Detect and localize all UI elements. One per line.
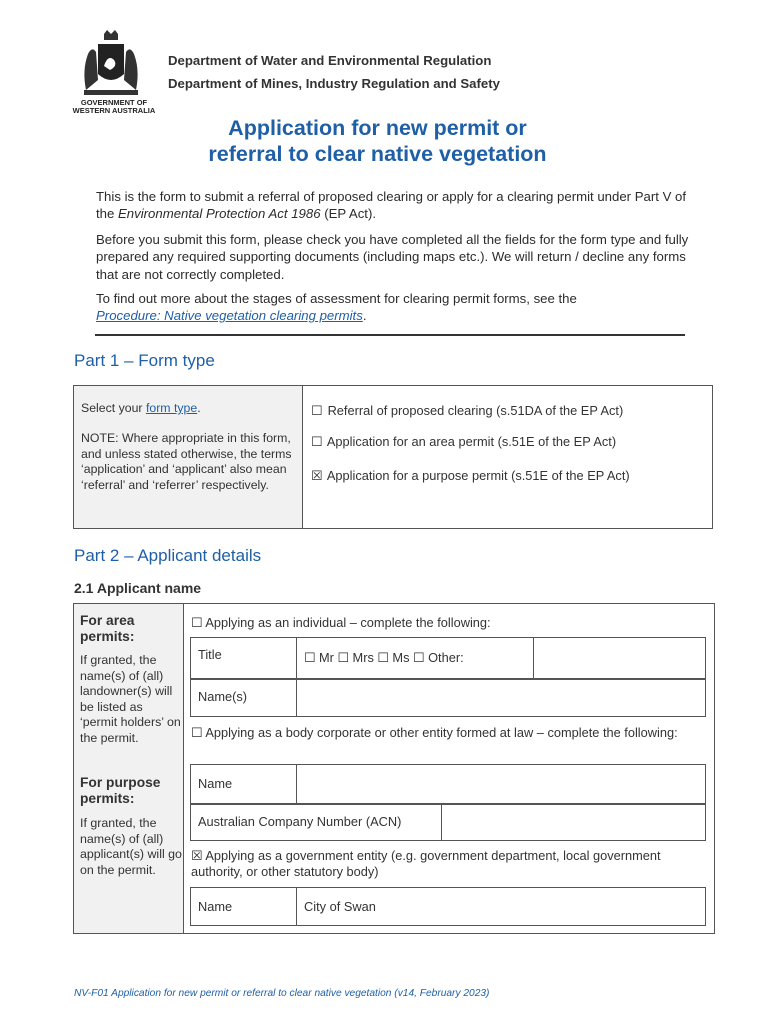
checkbox[interactable]: ☐: [311, 434, 323, 449]
acn-label: Australian Company Number (ACN): [198, 814, 402, 829]
checkbox[interactable]: ☐: [311, 403, 323, 418]
names-label: Name(s): [198, 689, 248, 704]
wa-government-crest-icon: [80, 30, 142, 100]
body-corporate-fields: [190, 764, 706, 841]
acn-input[interactable]: [441, 804, 704, 841]
government-entity-option[interactable]: ☒ Applying as a government entity (e.g. government department, local government authority, or other statutory body): [191, 848, 661, 879]
title-label: Title: [198, 647, 222, 662]
intro-paragraph-2: Before you submit this form, please check you have completed all the fields for the form type and fully prepared any required supporting documents (including maps etc.). We will return / decline any forms that are not correctly completed.: [96, 232, 689, 282]
name-input[interactable]: [296, 765, 704, 803]
form-type-note: NOTE: Where appropriate in this form, and unless stated otherwise, the terms ‘application’ and ‘applicant’ also mean ‘referral’ and ‘referrer’ respectively.: [81, 431, 292, 492]
part1-heading: Part 1 – Form type: [74, 351, 215, 370]
form-type-link[interactable]: form type: [145, 401, 198, 415]
title-other-input[interactable]: [533, 638, 704, 678]
form-type-instructions: [74, 386, 303, 528]
names-input[interactable]: [296, 679, 704, 717]
individual-option[interactable]: ☐ Applying as an individual – complete the following:: [191, 615, 491, 630]
applicant-name-subheading: 2.1 Applicant name: [74, 580, 202, 596]
gov-name-input[interactable]: City of Swan: [296, 888, 704, 925]
intro-paragraph-3: To find out more about the stages of assessment for clearing permit forms, see the Procedure: Native vegetation clearing permits.: [96, 291, 577, 324]
gov-name-label: Name: [198, 899, 233, 914]
government-fields: [190, 887, 706, 926]
form-type-table: [73, 385, 713, 529]
option-referral[interactable]: ☐ Referral of proposed clearing (s.51DA of the EP Act): [311, 403, 624, 418]
body-corporate-option[interactable]: ☐ Applying as a body corporate or other entity formed at law – complete the following:: [191, 725, 678, 740]
select-form-type-text: Select your form type.: [81, 401, 201, 415]
procedure-link[interactable]: Procedure: Native vegetation clearing permits: [96, 308, 363, 324]
purpose-permits-text: If granted, the name(s) of (all) applicant(s) will go on the permit.: [80, 816, 182, 877]
area-permits-heading: For area permits:: [80, 613, 135, 644]
title-options[interactable]: ☐ Mr ☐ Mrs ☐ Ms ☐ Other:: [296, 638, 533, 678]
part2-heading: Part 2 – Applicant details: [74, 546, 262, 565]
checkbox[interactable]: ☒: [311, 468, 323, 483]
name-label: Name: [198, 776, 233, 791]
section-divider: [95, 334, 685, 336]
area-permits-text: If granted, the name(s) of (all) landowner(s) will be listed as ‘permit holders’ on the permit.: [80, 653, 181, 745]
form-title: Application for new permit or referral to clear native vegetation: [208, 116, 547, 166]
purpose-permits-heading: For purpose permits:: [80, 775, 161, 806]
department-name-dmirs: Department of Mines, Industry Regulation and Safety: [168, 76, 500, 91]
intro-paragraph-1: This is the form to submit a referral of proposed clearing or apply for a clearing permit under Part V of the Environmental Protection Act 1986 (EP Act).: [96, 189, 687, 222]
applicant-table: [73, 603, 715, 934]
applicant-guidance: [74, 604, 184, 933]
option-area-permit[interactable]: ☐ Application for an area permit (s.51E of the EP Act): [311, 434, 617, 449]
option-purpose-permit[interactable]: ☒ Application for a purpose permit (s.51E of the EP Act): [311, 468, 630, 483]
document-footer: NV-F01 Application for new permit or referral to clear native vegetation (v14, February 2023): [74, 988, 490, 999]
department-name-dwer: Department of Water and Environmental Regulation: [168, 53, 492, 68]
crest-caption: GOVERNMENT OF WESTERN AUSTRALIA: [72, 98, 156, 115]
individual-fields: [190, 637, 706, 717]
